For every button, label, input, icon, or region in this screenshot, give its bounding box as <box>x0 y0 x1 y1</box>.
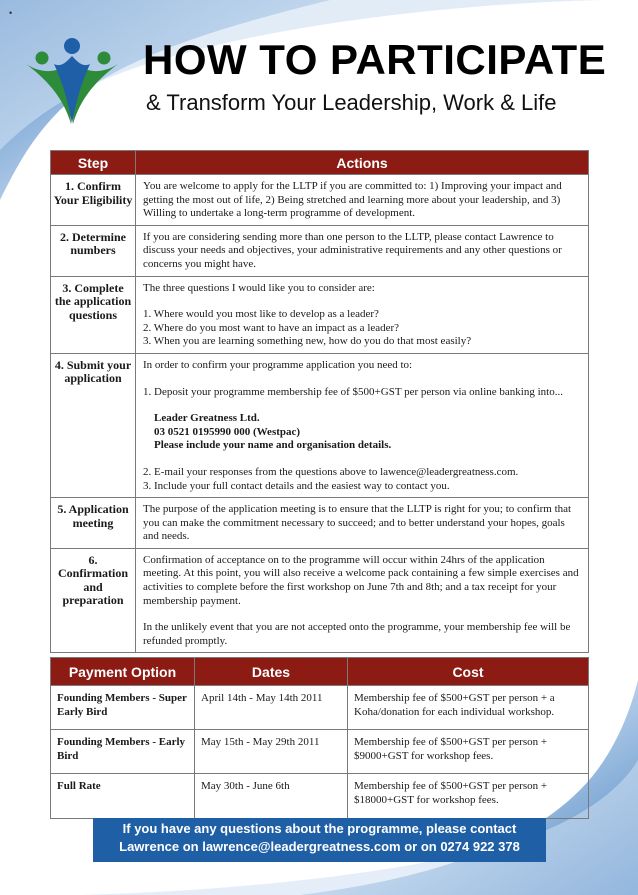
contact-line: Lawrence on lawrence@leadergreatness.com or on 0274 922 378 <box>119 839 520 854</box>
table-row <box>51 353 589 497</box>
contact-banner <box>93 818 546 862</box>
bank-note: Please include your name and organisation details. <box>154 439 392 452</box>
table-row <box>51 225 589 276</box>
action-text: If you are considering sending more than one person to the LLTP, please contact Lawrence to discuss your needs and objectives, your administrative requirements and any other questions or concerns you might have. <box>143 230 562 270</box>
step-actions <box>136 498 589 549</box>
payment-table <box>50 657 589 819</box>
step-actions <box>136 276 589 353</box>
cost-cell: Membership fee of $500+GST per person + a Koha/donation for each individual workshop. <box>348 686 589 730</box>
question-item: 2. Where do you most want to have an impact as a leader? <box>143 321 400 334</box>
table-row <box>51 498 589 549</box>
payment-option-cell: Founding Members - Early Bird <box>51 730 195 774</box>
table-row <box>51 175 589 226</box>
step-actions <box>136 353 589 497</box>
table-row <box>51 548 589 653</box>
list-item: 3. Include your full contact details and the easiest way to contact you. <box>143 479 450 492</box>
list-item: 2. E-mail your responses from the questions above to lawence@leadergreatness.com. <box>143 465 519 478</box>
bank-name: Leader Greatness Ltd. <box>154 412 260 425</box>
page-subtitle: & Transform Your Leadership, Work & Life <box>146 90 557 115</box>
leader-figures-logo-icon <box>24 34 120 126</box>
column-header-cost: Cost <box>348 658 589 686</box>
column-header-step: Step <box>51 151 136 175</box>
table-header-row <box>51 151 589 175</box>
table-header-row <box>51 658 589 686</box>
question-item: 3. When you are learning something new, how do you do that most easily? <box>143 335 472 348</box>
step-actions <box>136 225 589 276</box>
question-item: 1. Where would you most like to develop as a leader? <box>143 308 379 321</box>
bank-account: 03 0521 0195990 000 (Westpac) <box>154 425 301 438</box>
dates-cell: May 30th - June 6th <box>195 774 348 818</box>
action-text: In the unlikely event that you are not accepted onto the programme, your membership fee will be refunded promptly. <box>143 621 571 647</box>
step-actions <box>136 548 589 653</box>
table-row <box>51 730 589 774</box>
step-actions <box>136 175 589 226</box>
action-text: Confirmation of acceptance on to the programme will occur within 24hrs of the application meeting. At this point, you will also receive a welcome pack containing a few simple exercises and activities to complete before the first workshop on June 7th and 8th; and a tax receipt for your membership payment. <box>143 553 579 607</box>
page-marker: • <box>9 8 13 18</box>
step-label: 3. Complete the application questions <box>51 276 136 353</box>
step-label: 2. Determine numbers <box>51 225 136 276</box>
column-header-actions: Actions <box>136 151 589 175</box>
payment-option-cell: Founding Members - Super Early Bird <box>51 686 195 730</box>
action-text: You are welcome to apply for the LLTP if you are committed to: 1) Improving your impact and getting the most out of life, 2) Being stretched and learning more about your leadership, and 3) Willing to undertake a long-term programme of development. <box>143 180 562 220</box>
payment-option-cell: Full Rate <box>51 774 195 818</box>
column-header-payment-option: Payment Option <box>51 658 195 686</box>
table-row <box>51 774 589 818</box>
step-label: 5. Application meeting <box>51 498 136 549</box>
step-label: 6. Confirmation and preparation <box>51 548 136 653</box>
dates-cell: May 15th - May 29th 2011 <box>195 730 348 774</box>
list-item: 1. Deposit your programme membership fee of $500+GST per person via online banking into... <box>143 385 563 398</box>
table-row <box>51 686 589 730</box>
table-row <box>51 276 589 353</box>
action-text: The purpose of the application meeting is to ensure that the LLTP is right for you; to confirm that you can make the commitment necessary to succeed; and to better understand your hopes, goals and needs. <box>143 503 572 543</box>
column-header-dates: Dates <box>195 658 348 686</box>
cost-cell: Membership fee of $500+GST per person + $18000+GST for workshop fees. <box>348 774 589 818</box>
contact-line: If you have any questions about the programme, please contact <box>122 821 517 836</box>
dates-cell: April 14th - May 14th 2011 <box>195 686 348 730</box>
step-label: 4. Submit your application <box>51 353 136 497</box>
page-title: HOW TO PARTICIPATE <box>143 36 607 83</box>
cost-cell: Membership fee of $500+GST per person + $9000+GST for workshop fees. <box>348 730 589 774</box>
action-text: The three questions I would like you to consider are: <box>143 281 375 294</box>
steps-table <box>50 150 589 653</box>
action-text: In order to confirm your programme application you need to: <box>143 358 413 371</box>
step-label: 1. Confirm Your Eligibility <box>51 175 136 226</box>
